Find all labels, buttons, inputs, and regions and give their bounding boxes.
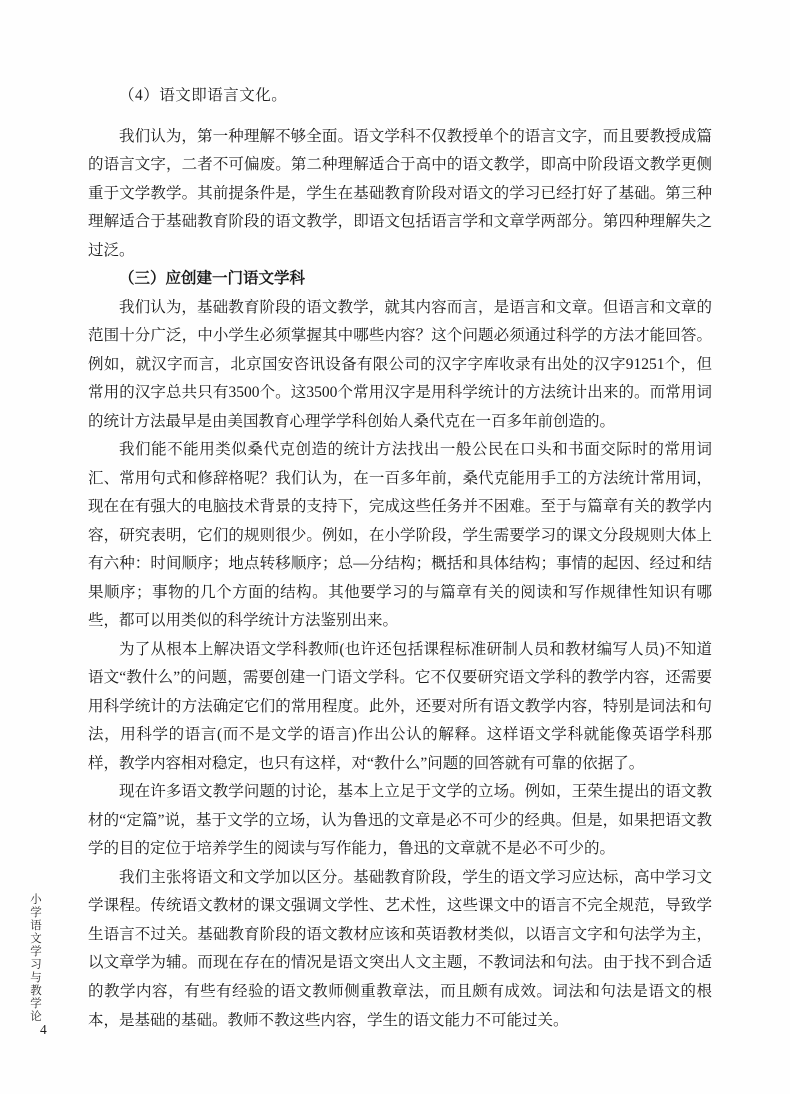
page-content xyxy=(88,82,712,1035)
list-item-4: （4）语文即语言文化。 xyxy=(119,87,288,104)
paragraph-6: 我们主张将语文和文学加以区分。基础教育阶段，学生的语文学习应达标，高中学习文学课程。传统语文教材的课文强调文学性、艺术性，这些课文中的语言不完全规范，导致学生语言不过关。基础教育阶段的语文教材应该和英语教材类似，以语言文字和句法学为主，以文章学为辅。而现在存在的情况是语文突出人文主题，不教词法和句法。由于找不到合适的教学内容，有些有经验的语文教师侧重教章法，而且颇有成效。词法和句法是语文的根本，是基础的基础。教师不教这些内容，学生的语文能力不可能过关。 xyxy=(88,868,712,1029)
paragraph-3: 我们能不能用类似桑代克创造的统计方法找出一般公民在口头和书面交际时的常用词汇、常用句式和修辞格呢？我们认为，在一百多年前，桑代克能用手工的方法统计常用词，现在在有强大的电脑技术背景的支持下，完成这些任务并不困难。至于与篇章有关的教学内容，研究表明，它们的规则很少。例如，在小学阶段，学生需要学习的课文分段规则大体上有六种：时间顺序；地点转移顺序；总—分结构；概括和具体结构；事情的起因、经过和结果顺序；事物的几个方面的结构。其他要学习的与篇章有关的阅读和写作规律性知识有哪些，都可以用类似的科学统计方法鉴别出来。 xyxy=(88,441,712,630)
paragraph-2: 我们认为，基础教育阶段的语文教学，就其内容而言，是语言和文章。但语言和文章的范围十分广泛，中小学生必须掌握其中哪些内容？这个问题必须通过科学的方法才能回答。例如，就汉字而言，北京国安咨讯设备有限公司的汉字字库收录有出处的汉字91251个，但常用的汉字总共只有3500个。这3500个常用汉字是用科学统计的方法统计出来的。而常用词的统计方法最早是由美国教育心理学学科创始人桑代克在一百多年前创造的。 xyxy=(88,298,712,430)
paragraph-5: 现在许多语文教学问题的讨论，基本上立足于文学的立场。例如，王荣生提出的语文教材的“定篇”说，基于文学的立场，认为鲁迅的文章是必不可少的经典。但是，如果把语文教学的目的定位于培养学生的阅读与写作能力，鲁迅的文章就不是必不可少的。 xyxy=(88,783,712,858)
page-number: 4 xyxy=(40,1022,47,1037)
paragraph-4: 为了从根本上解决语文学科教师(也许还包括课程标准研制人员和教材编写人员)不知道语文“教什么”的问题，需要创建一门语文学科。它不仅要研究语文学科的教学内容，还需要用科学统计的方法确定它们的常用程度。此外，还要对所有语文教学内容，特别是词法和句法，用科学的语言(而不是文学的语言)作出公认的解释。这样语文学科就能像英语学科那样，教学内容相对稳定，也只有这样，对“教什么”问题的回答就有可靠的依据了。 xyxy=(88,640,712,772)
spine-title: 小学语文学习与教学论 xyxy=(29,893,41,1023)
section-heading: （三）应创建一门语文学科 xyxy=(119,270,306,288)
paragraph-1: 我们认为，第一种理解不够全面。语文学科不仅教授单个的语言文字，而且要教授成篇的语言文字，二者不可偏废。第二种理解适合于高中的语文教学，即高中阶段语文教学更侧重于文学教学。其前提条件是，学生在基础教育阶段对语文的学习已经打好了基础。第三种理解适合于基础教育阶段的语文教学，即语文包括语言学和文章学两部分。第四种理解失之过泛。 xyxy=(88,127,712,259)
